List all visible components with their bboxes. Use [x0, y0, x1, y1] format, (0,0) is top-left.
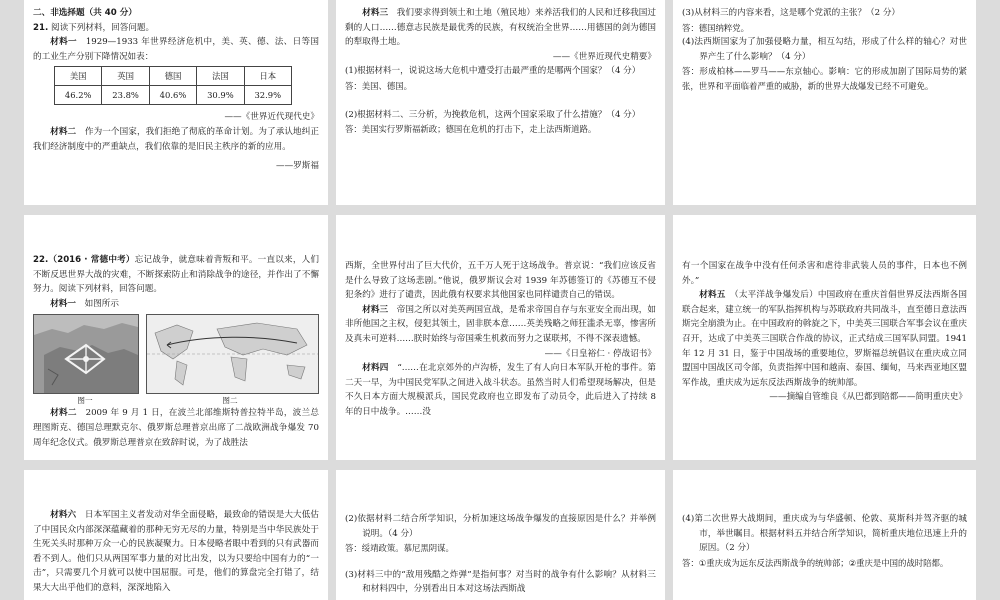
question-number: 22. [33, 255, 49, 265]
answer: 答：美国实行罗斯福新政；德国在危机的打击下，走上法西斯道路。 [345, 124, 597, 135]
panel-q22-intro [24, 215, 328, 460]
question-prompt: 忘记战争，就意味着背叛和平。一直以来，人们不断反思世界大战的灾难，不断探索防止和消除战争的途径，并作出了不懈努力。阅读下列材料，回答问题。 [33, 255, 319, 295]
table-cell: 46.2% [55, 86, 102, 105]
panel-q22-questions [336, 470, 665, 600]
section-heading: 二、非选择题（共 40 分） [33, 8, 137, 18]
material-source: ——《日皇裕仁 · 停战诏书》 [544, 348, 656, 359]
material-text: 日本军国主义者发动对华全面侵略，最致命的错误是大大低估了中国民众内部深深蕴藏着的那种无穷无尽的力量，特别是当中华民族处于生死关头时那种万众一心的民族凝聚力。日本侵略者眼中看到的只有武器而看不到人。他们只从两国军事力量的对比出发，以为只要给中国有力的“一击”，只需要几个月就可以使中国屈服。可是，他们的算盘完全打错了，结果大大出乎他们的意料，深深地陷入 [33, 510, 319, 593]
material-label: 材料三 [362, 8, 389, 18]
world-map-figure [146, 314, 319, 394]
table-header: 日本 [244, 67, 291, 86]
question-source-tag: （2016 · 常德中考） [48, 255, 135, 265]
answer: 答：美国、德国。 [345, 80, 412, 91]
material-text: 帝国之所以对美英两国宣战，是希求帝国自存与东亚安全而出现，如非所他国之主权，侵犯其领土，固非朕本意……英美残略之师狂滥杀无辜，惨害所及真未可逆料……朕时始终与帝国乘生机救而努力之谋联邦，不得不深表遗憾。 [345, 304, 656, 344]
europe-map-icon [34, 315, 138, 393]
material-text: 如图所示 [84, 298, 119, 309]
material-source: ——摘编自管维良《从巴都到陪都——简明重庆史》 [769, 392, 967, 403]
material-text: 1929—1933 年世界经济危机中，美、英、德、法、日等国的工业生产分别下降情况如表： [33, 37, 319, 62]
question-number: 21. [33, 22, 49, 33]
panel-q22-material-five [673, 215, 976, 460]
table-header: 美国 [55, 67, 102, 86]
answer: 答：德国纳粹党。 [682, 22, 749, 33]
panel-q21-materials [24, 0, 328, 205]
figure-caption: 图一 [77, 396, 93, 406]
material-label: 材料六 [50, 510, 77, 520]
question: (2)根据材料二、三分析，为挽救危机，这两个国家采取了什么措施？（4 分） [345, 109, 641, 120]
material-label: 材料四 [362, 363, 389, 374]
panel-q22-material-six [24, 470, 328, 600]
table-cell: 30.9% [197, 86, 244, 105]
material-label: 材料三 [362, 304, 389, 315]
question: (3)材料三中的“敌用残酷之炸弹”是指何事？对当时的战争有什么影响？从材料三和材料四中，分别看出日本对这场法西斯战 [345, 569, 656, 595]
world-map-icon [147, 315, 319, 393]
question: (4)法西斯国家为了加强侵略力量，相互勾结，形成了什么样的轴心？对世界产生了什么影响？（4 分） [682, 37, 967, 62]
panel-q22-questions-cont [673, 470, 976, 600]
panel-q22-materials [336, 215, 665, 460]
question: (2)依据材料二结合所学知识，分析加速这场战争爆发的直接原因是什么？并举例说明。（4 分） [345, 514, 656, 539]
material-text: 我们要求得到领土和土地（殖民地）来养活我们的人民和迁移我国过剩的人口……德意志民族是最优秀的民族，有权统治全世界……用德国的剑为德国的犁取得土地。 [345, 8, 656, 48]
material-label: 材料一 [50, 37, 77, 48]
panel-q21-questions [336, 0, 665, 205]
material-source: ——罗斯福 [276, 161, 319, 172]
material-label: 材料二 [50, 408, 77, 419]
question: (4)第二次世界大战期间，重庆成为与华盛顿、伦敦、莫斯科并驾齐驱的城市，举世瞩目。根据材料五并结合所学知识，简析重庆地位迅速上升的原因。（2 分） [682, 514, 967, 554]
material-text: 西斯，全世界付出了巨大代价，五千万人死于这场战争。普京说：“我们应该反省是什么导致了这场悲剧。”他说，俄罗斯议会对 1939 年苏德签订的《苏德互不侵犯条约》进行了谴责，因此俄有权要求其他国家也同样谴责自己的错误。 [345, 261, 656, 301]
material-source: ——《世界近代现代史》 [224, 112, 319, 123]
table-cell: 32.9% [244, 86, 291, 105]
panel-q21-questions-cont [673, 0, 976, 205]
industry-decline-table [54, 66, 292, 105]
answer: 答：形成柏林——罗马——东京轴心。影响：它的形成加剧了国际局势的紧张，世界和平面临着严重的威胁，新的世界大战爆发已经不可避免。 [682, 66, 967, 91]
question-prompt: 阅读下列材料，回答问题。 [50, 22, 155, 33]
table-header: 英国 [102, 67, 149, 86]
answer: 答：①重庆成为远东反法西斯战争的统帅部；②重庆是中国的战时陪都。 [682, 557, 949, 568]
material-text: 有一个国家在战争中没有任何杀害和虐待非武装人员的事件，日本也不例外。” [682, 261, 967, 286]
europe-map-figure [33, 314, 139, 394]
figure-caption: 图二 [222, 396, 238, 406]
answer: 答：绥靖政策。慕尼黑阴谋。 [345, 543, 454, 554]
material-text: （太平洋战争爆发后）中国政府在重庆首倡世界反法西斯各国联合起来，建立统一的军队指挥机构与苏联政府共同战斗，直至德日意法西斯完全崩溃为止。在中国政府的斡旋之下，中美英三国联合军事会议在重庆召开，达成了中美英三国联合作战的协议，正式结成三国军队同盟。1941 年 12 月 31 日，鉴于中国战场的重要地位，罗斯福总统倡议在重庆成立同盟国中国战区司令部，负责指挥中国和越南、泰国、缅甸，马来西亚地区盟军作战，重庆成为远东反法西斯战争的统帅部。 [682, 290, 967, 388]
material-text: 2009 年 9 月 1 日，在波兰北部维斯特普拉特半岛，波兰总理图斯克、德国总理默克尔、俄罗斯总理普京出席了二战欧洲战争爆发 70 周年纪念仪式。俄罗斯总理普京在致辞时说，为了战胜法 [33, 408, 319, 448]
material-label: 材料一 [50, 298, 76, 309]
table-header: 德国 [149, 67, 196, 86]
table-cell: 40.6% [149, 86, 196, 105]
material-source: ——《世界近现代史精要》 [552, 51, 656, 62]
material-text: 作为一个国家，我们拒绝了彻底的革命计划。为了承认地纠正我们经济制度中的严重缺点，我们依靠的是旧民主秩序的新的应用。 [33, 126, 319, 152]
question: (1)根据材料一，说说这场大危机中遭受打击最严重的是哪两个国家？（4 分） [345, 66, 641, 77]
material-label: 材料五 [699, 290, 726, 301]
material-text: “……在北京郊外的卢沟桥，发生了有人向日本军队开枪的事件。第二天一早，为中国民党军队之间进入战斗状态。虽然当时人们希望现场解决，但是不久日本方面大规模派兵，国民党政府也立即发布了动员令，此后进入了持续 8 年的日中战争。……没 [345, 363, 656, 417]
table-cell: 23.8% [102, 86, 149, 105]
question: (3)从材料三的内容来看，这是哪个党派的主张？（2 分） [682, 8, 901, 18]
table-header: 法国 [197, 67, 244, 86]
material-label: 材料二 [50, 126, 77, 137]
